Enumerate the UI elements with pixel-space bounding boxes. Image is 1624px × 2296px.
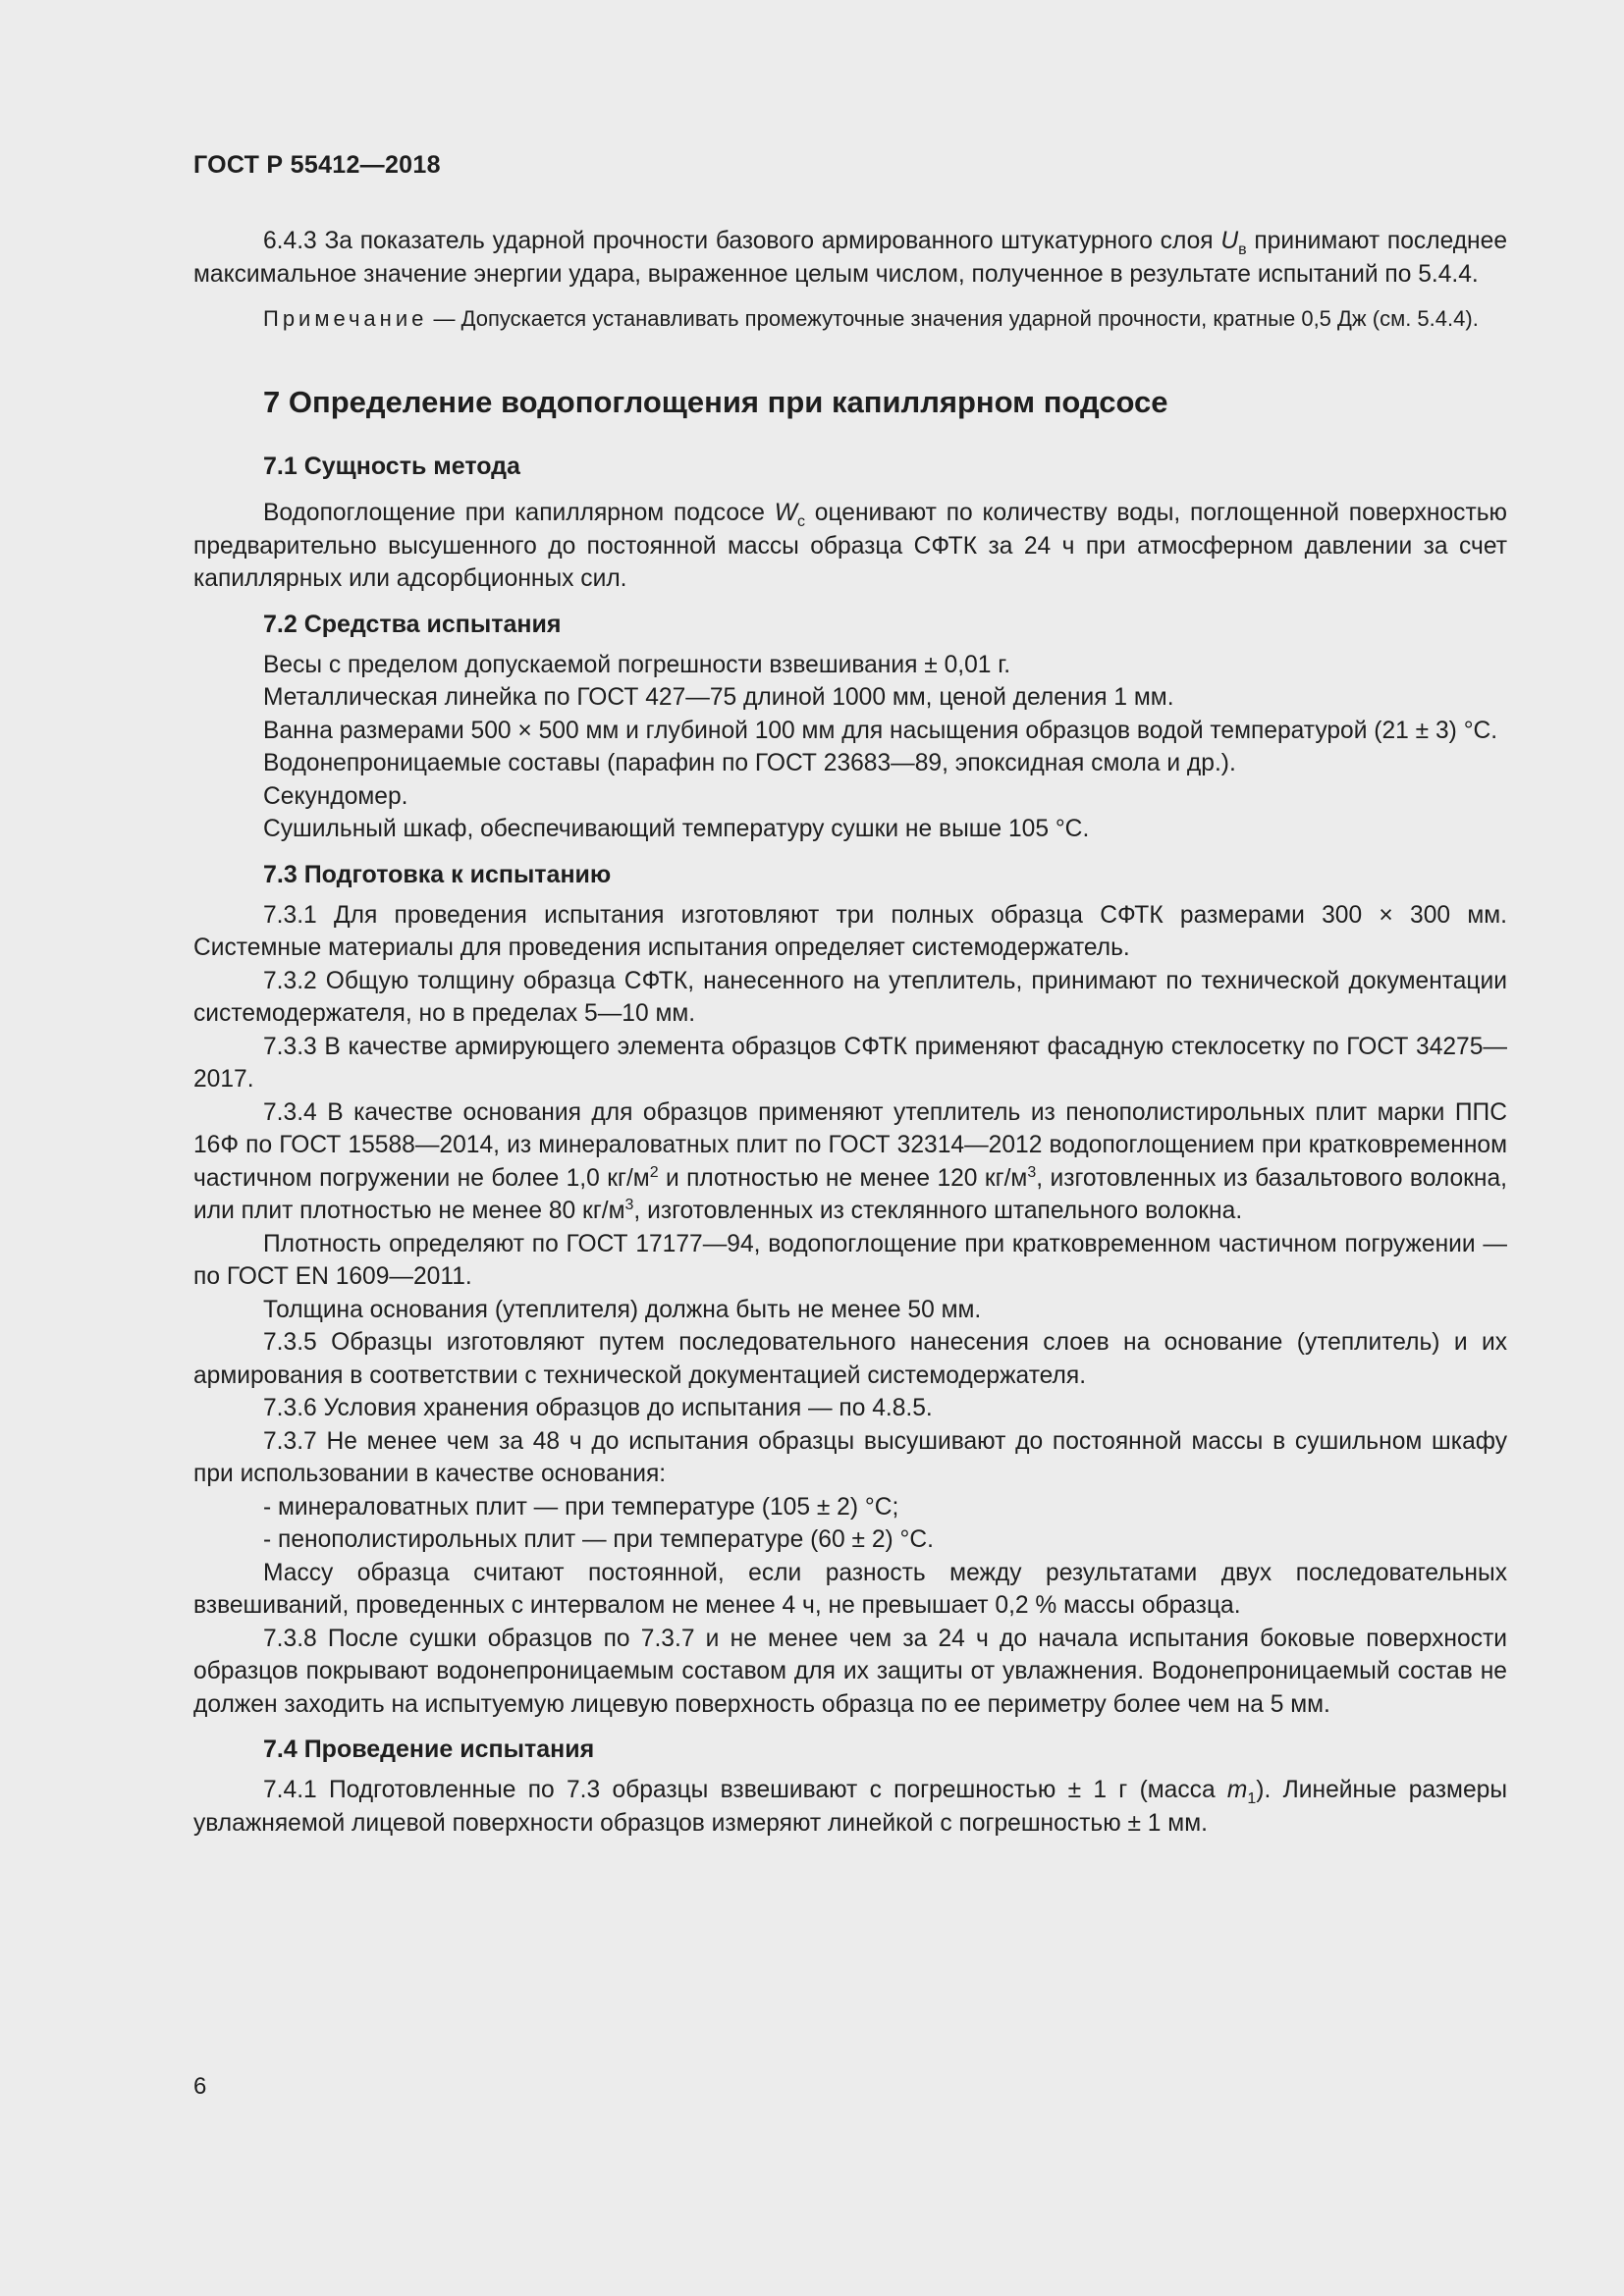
document-body xyxy=(193,225,1507,1840)
list-item: Водонепроницаемые составы (парафин по ГОСТ 23683—89, эпоксидная смола и др.). xyxy=(263,750,1236,776)
section-7-1-title: 7.1 Сущность метода xyxy=(263,453,520,480)
list-item: Секундомер. xyxy=(263,782,408,810)
paragraph-6-4-3: 6.4.3 За показатель ударной прочности базового армированного штукатурного слоя $U_в$ принимают последнее максимальное значение энергии удара, выраженное целым числом, полученное в результате испытаний по 5.4.4. xyxy=(193,228,1507,288)
paragraph-7-3-2: 7.3.2 Общую толщину образца СФТК, нанесенного на утеплитель, принимают по технической документации системодержателя, но в пределах 5—10 мм. xyxy=(193,967,1507,1027)
list-item: Сушильный шкаф, обеспечивающий температуру сушки не выше 105 °С. xyxy=(263,816,1090,842)
document-header: ГОСТ Р 55412—2018 xyxy=(193,151,441,179)
paragraph-7-3-4: 7.3.4 В качестве основания для образцов применяют утеплитель из пенополистирольных плит марки ППС 16Ф по ГОСТ 15588—2014, из минераловатных плит по ГОСТ 32314—2012 водопоглощением при кратковременном частичном погружении не более 1,0 $кг/м^2$ и плотностью не менее 120 $кг/м^3$, изготовленных из базальтового волокна, или плит плотностью не менее 80 $кг/м^3$, изготовленных из стеклянного штапельного волокна. xyxy=(193,1098,1507,1224)
paragraph-7-1: Водопоглощение при капиллярном подсосе $W_с$ оценивают по количеству воды, поглощенной поверхностью предварительно высушенного до постоянной массы образца СФТК за 24 ч при атмосферном давлении за счет капиллярных или адсорбционных сил. xyxy=(193,500,1507,592)
list-item: Металлическая линейка по ГОСТ 427—75 длиной 1000 мм, ценой деления 1 мм. xyxy=(263,684,1174,711)
list-item: Ванна размерами 500 × 500 мм и глубиной 100 мм для насыщения образцов водой температурой (21 ± 3) °С. xyxy=(263,717,1498,744)
paragraph-density: Плотность определяют по ГОСТ 17177—94, водопоглощение при кратковременном частичном погружении — по ГОСТ EN 1609—2011. xyxy=(193,1230,1507,1290)
section-7-title: 7 Определение водопоглощения при капиллярном подсосе xyxy=(263,385,1168,419)
page-number: 6 xyxy=(193,2073,207,2100)
paragraph-7-4-1: 7.4.1 Подготовленные по 7.3 образцы взвешивают с погрешностью ± 1 г (масса $m_1$). Линейные размеры увлажняемой лицевой поверхности образцов измеряют линейкой с погрешностью ± 1 мм. xyxy=(193,1777,1507,1837)
paragraph-7-3-5: 7.3.5 Образцы изготовляют путем последовательного нанесения слоев на основание (утеплитель) и их армирования в соответствии с технической документацией системодержателя. xyxy=(193,1329,1507,1389)
note-paragraph: Примечание — Допускается устанавливать промежуточные значения ударной прочности, кратные 0,5 Дж (см. 5.4.4). xyxy=(263,306,1479,331)
paragraph-7-3-6: 7.3.6 Условия хранения образцов до испытания — по 4.8.5. xyxy=(263,1395,933,1421)
note-label: Примечание xyxy=(263,306,428,331)
paragraph-7-3-1: 7.3.1 Для проведения испытания изготовляют три полных образца СФТК размерами 300 × 300 мм. Системные материалы для проведения испытания определяет системодержатель. xyxy=(193,901,1507,961)
list-item: - пенополистирольных плит — при температуре (60 ± 2) °С. xyxy=(263,1526,934,1553)
section-7-2-title: 7.2 Средства испытания xyxy=(263,610,562,638)
symbol-m: m xyxy=(1226,1777,1248,1803)
section-7-3-title: 7.3 Подготовка к испытанию xyxy=(263,860,612,888)
symbol-u: U xyxy=(1220,228,1239,254)
paragraph-7-3-7: 7.3.7 Не менее чем за 48 ч до испытания образцы высушивают до постоянной массы в сушильном шкафу при использовании в качестве основания: xyxy=(193,1427,1507,1487)
paragraph-constant-mass: Массу образца считают постоянной, если разность между результатами двух последовательных взвешиваний, проведенных с интервалом не менее 4 ч, не превышает 0,2 % массы образца. xyxy=(193,1559,1507,1619)
paragraph-7-3-3: 7.3.3 В качестве армирующего элемента образцов СФТК применяют фасадную стеклосетку по ГОСТ 34275—2017. xyxy=(193,1033,1507,1093)
paragraph-7-3-8: 7.3.8 После сушки образцов по 7.3.7 и не менее чем за 24 ч до начала испытания боковые поверхности образцов покрывают водонепроницаемым составом для их защиты от увлажнения. Водонепроницаемый состав не должен заходить на испытуемую лицевую поверхность образца по ее периметру более чем на 5 мм. xyxy=(193,1625,1507,1718)
symbol-w: W xyxy=(774,500,797,526)
paragraph-thickness: Толщина основания (утеплителя) должна быть не менее 50 мм. xyxy=(263,1296,982,1323)
list-item: Весы с пределом допускаемой погрешности взвешивания ± 0,01 г. xyxy=(263,651,1011,678)
section-7-4-title: 7.4 Проведение испытания xyxy=(263,1735,595,1763)
list-item: - минераловатных плит — при температуре (105 ± 2) °С; xyxy=(263,1493,899,1521)
